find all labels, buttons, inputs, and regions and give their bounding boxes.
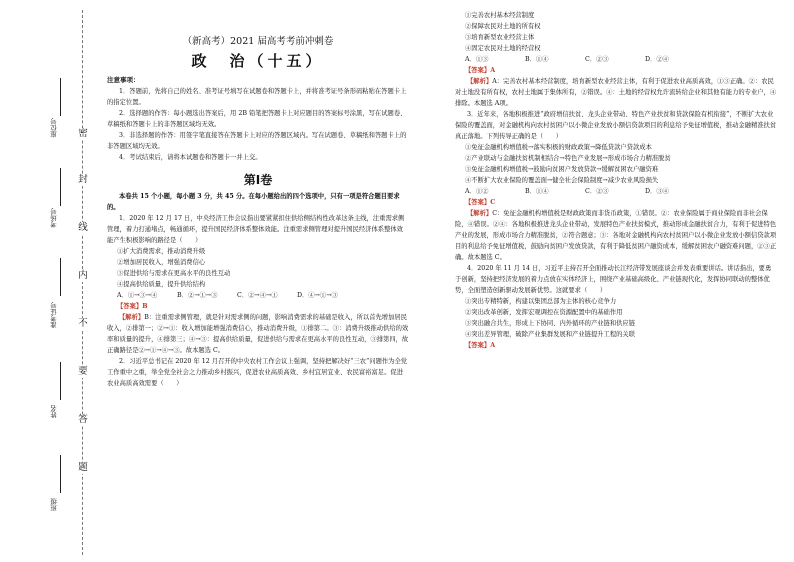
question-option: ③促进供给与需求在更高水平的良性互动 <box>117 270 231 277</box>
question-option: ①完善农村基本经营制度 <box>465 12 535 19</box>
question-option: ④提高供给质量，提升供给结构 <box>117 281 206 288</box>
field-name-label: 姓名 <box>50 405 58 418</box>
answer-choices <box>107 290 409 301</box>
question-option: ①免征金融机构增值税→落实积极的财政政策→降低贷款户贷款成本 <box>465 144 652 151</box>
answer-choices <box>455 186 777 197</box>
binding-margin <box>0 0 90 562</box>
field-exam-id-label: 准考证号 <box>50 302 58 328</box>
seal-char: 不 <box>76 318 90 330</box>
question-option: ④不断扩大农业保险的覆盖面→健全社会保险制度→减少农业风险损失 <box>465 177 659 184</box>
question-option: ②产业联动与金融扶贫机制相结合→特色产业发展→形成市场合力精准脱贫 <box>465 155 671 162</box>
answer-label: 【答案】A <box>465 67 496 74</box>
choice-a: A．①② <box>465 188 489 195</box>
section-title: 第Ⅰ卷 <box>243 173 273 187</box>
seal-char: 线 <box>76 222 90 234</box>
notice-heading: 注意事项： <box>107 76 140 84</box>
question-option: ①扩大消费需求，推动消费升级 <box>117 248 206 255</box>
choice-a: A．①→③→④ <box>117 292 158 299</box>
field-room-blank[interactable] <box>60 168 61 206</box>
question-option: ③突出融合共生，形成上下协同、内外循环的产业链和供应链 <box>465 320 636 327</box>
choice-c: C．②→④→① <box>237 292 278 299</box>
analysis-text: C：免征金融机构增值税是财政政策而非货币政策，①错误。②：农业保险属于商业保险而非社会保险，④错误。②④：各地积极推进龙头企业带动，发展特色产业扶贫模式，推动形成金融扶贫合力，有利于促进特色产业的发展，形成市场合力精准脱贫，②符合题意；③：各地对金融机构向农村贫困户以小微企业发放小额信贷款项目的利息给予免征增值税，鼓励向贫困户发放贷款，有利于降低贫困户融资成本，缓解贫困农户融资难问题，②③正确。故本题选 C。 <box>455 210 777 261</box>
field-class-blank[interactable] <box>60 455 61 493</box>
notice-item: 2．选择题的作答：每小题选出答案后，用 2B 铅笔把答题卡上对应题目的答案标号涂黑，写在试题卷、草稿纸和答题卡上的非答题区域均无效。 <box>107 110 407 128</box>
field-class-label: 班级 <box>50 498 58 511</box>
answer-label: 【答案】A <box>465 342 496 349</box>
seal-char: 答 <box>76 414 90 426</box>
choice-b: B．①④ <box>525 56 549 63</box>
question-option: ②增加居民收入，增强消费信心 <box>117 259 206 266</box>
question-option: ③培育新型农业经营主体 <box>465 34 535 41</box>
question-stem: 3．近年来，各地积极推进“政府增信扶贫、龙头企业带动、特色产业扶贫和贷款保险有机衔接”，不断扩大农业保险的覆盖面，对金融机构向农村贫困户以小微企业发放小额信贷款项目的利息给予免征增值税，推动金融精准扶贫真正落地。下列传导正确的是（ ） <box>455 111 777 140</box>
exam-title: （新高考）2021 届高考考前冲刺卷 <box>182 36 334 47</box>
field-name-blank[interactable] <box>60 362 61 400</box>
choice-c: C．②③ <box>585 188 609 195</box>
notice-item: 3．非选择题的作答：用签字笔直接答在答题卡上对应的答题区域内。写在试题卷、草稿纸和答题卡上的非答题区域均无效。 <box>107 132 407 150</box>
analysis-label: 【解析】 <box>467 78 493 85</box>
choice-b: B．①④ <box>525 188 549 195</box>
choice-d: D．④→①→③ <box>297 292 338 299</box>
question-option: ②突出改革创新，发挥宏观调控在资源配置中的基础作用 <box>465 309 623 316</box>
notice-item: 1．答题前，先将自己的姓名、准考证号填写在试题卷和答题卡上，并将准考证号条形码粘贴在答题卡上的指定位置。 <box>107 88 407 106</box>
question-stem: 4．2020 年 11 月 14 日，习近平主持召开全面推动长江经济带发展座谈会并发表重要讲话。讲话指出，要勇于创新，坚持把经济发展的着力点放在实体经济上，围绕产业基础高级化、产业链现代化，发挥协同联动的整体优势，全面塑造创新驱动发展新优势。这就要求（ ） <box>455 265 772 294</box>
question-option: ①突出专精特新，构建以集团总部为主体的核心竞争力 <box>465 298 617 305</box>
question-option: ④固定农民对土地的经营权 <box>465 45 541 52</box>
choice-b: B．②→①→③ <box>177 292 218 299</box>
choice-d: D．②④ <box>645 56 669 63</box>
left-column <box>107 10 409 389</box>
choice-d: D．③④ <box>645 188 669 195</box>
question-stem: 2．习近平总书记在 2020 年 12 月召开的中央农村工作会议上强调，坚持把解决好“三农”问题作为全党工作重中之重，举全党全社会之力推动乡村振兴，促进农业高质高效、乡村宜居宜业、农民富裕富足。促进农业高质高效需要（ ） <box>107 358 408 387</box>
choice-c: C．②③ <box>585 56 609 63</box>
seal-char: 内 <box>76 270 90 282</box>
question-option: ④突出差异管理，破除产业集群发展和产业链提升工程的关联 <box>465 331 636 338</box>
right-column <box>455 10 777 351</box>
field-exam-id-blank[interactable] <box>60 258 61 296</box>
answer-choices <box>455 54 777 65</box>
section-intro: 本卷共 15 个小题，每小题 3 分，共 45 分。在每小题给出的四个选项中，只有一项是符合题目要求的。 <box>107 193 400 211</box>
answer-label: 【答案】C <box>465 199 496 206</box>
analysis-label: 【解析】 <box>119 314 145 321</box>
answer-label: 【答案】B <box>117 303 148 310</box>
seal-char: 封 <box>76 174 90 186</box>
field-seat-label: 座位号 <box>50 118 58 138</box>
analysis-label: 【解析】 <box>467 210 493 217</box>
question-option: ③免征金融机构增值税→鼓励向贫困户发放贷款→缓解贫困农户融资难 <box>465 166 659 173</box>
seal-char: 密 <box>76 128 90 140</box>
choice-a: A．①③ <box>465 56 489 63</box>
analysis-text: B：注重需求侧管理，就是针对需求侧的问题，影响消费需求的基础是收入，所以首先增加居民收入，②排第一；②→①：收入增加能增强消费信心，推动消费升级，①排第二。③：消费升级推动供给的效率和质量的提升，④排第三；④→③：提高供给质量，促进供给与需求在更高水平的良性互动，③排第四，故正确路径是②→①→④→③。故本题选 C。 <box>107 314 409 354</box>
seal-char: 题 <box>76 462 90 474</box>
notice-item: 4．考试结束后，请将本试题卷和答题卡一并上交。 <box>119 154 262 161</box>
question-stem: 1．2020 年 12 月 17 日，中央经济工作会议指出要紧紧扣住供给侧结构性改革这条主线，注重需求侧管理，着力打通堵点，畅通循环，提升国民经济体系整体效能。注重需求侧管理对提升国民经济体系整体效能产生积极影响的路径是（ ） <box>107 215 405 244</box>
subject-title: 政 治（十五） <box>191 52 325 70</box>
seal-char: 要 <box>76 366 90 378</box>
field-room-label: 考场号 <box>50 208 58 228</box>
question-option: ②保障农民对土地的所有权 <box>465 23 541 30</box>
analysis-text: A：完善农村基本经营制度，培育新型农业经营主体，有利于促进农业高质高效，①③正确。②：农民对土地没有所有权，农村土地属于集体所有，②错误。④：土地的经营权允许流转给企业和其他有能力的专业户，④排除。本题选 A项。 <box>455 78 777 107</box>
field-seat-blank[interactable] <box>60 78 61 116</box>
